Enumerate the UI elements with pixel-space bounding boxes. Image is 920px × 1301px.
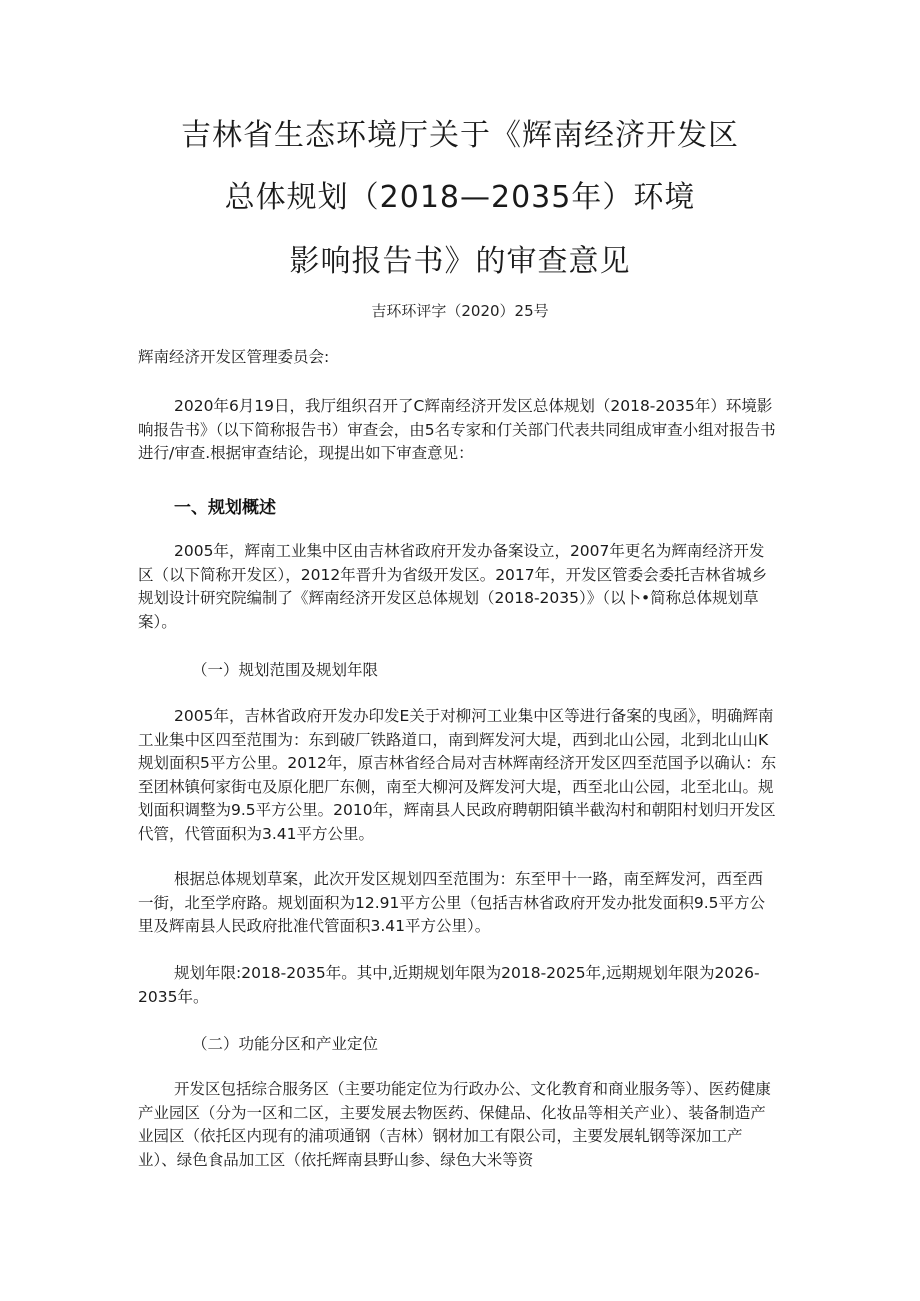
subsection-1-heading: （一）规划范围及规划年限 <box>192 661 379 679</box>
subsection-1-paragraph-1: 2005年，吉林省政府开发办印发E关于对柳河工业集中区等进行备案的曳函》，明确辉南工业集中区四至范围为：东到破厂铁路道口，南到辉发河大堤，西到北山公园，北到北山山K规划面积5平方公里。2012年，原吉林省经合局对吉林辉南经济开发区四至范国予以确认：东至团林镇何家街屯及原化肥厂东侧，南至大柳河及辉发河大堤，西至北山公园，北至北山。规划面积调整为9.5平方公里。2010年，辉南县人民政府聘朝阳镇半截沟村和朝阳村划归开发区代管，代管面积为3.41平方公里。 <box>138 707 777 843</box>
section-1-heading: 一、规划概述 <box>174 498 276 518</box>
intro-paragraph: 2020年6月19日，我厅组织召开了C辉南经济开发区总体规划（2018-2035年）环境影响报告书》（以下简称报告书）审查会，由5名专家和仃关部门代表共同组成审查小组对报告书进行/审查.根据审查结论，现提出如下审查意见： <box>138 397 776 462</box>
document-title-line-2: 总体规划（2018—2035年）环境 <box>224 180 696 215</box>
subsection-2-heading: （二）功能分区和产业定位 <box>192 1035 379 1053</box>
document-number: 吉环环评字（2020）25号 <box>371 302 549 320</box>
subsection-2-paragraph-1: 开发区包括综合服务区（主要功能定位为行政办公、文化教育和商业服务等）、医药健康产业园区（分为一区和二区，主要发展去物医药、保健品、化妆品等相关产业）、装备制造产业园区（依托区内现有的浦项通钢（吉林）钢材加工有限公司，主要发展轧钢等深加工产业）、绿色食品加工区（依托辉南县野山参、绿色大米等资 <box>138 1080 771 1169</box>
document-title-line-1: 吉林省生态环境厅关于《辉南经济开发区 <box>181 118 739 153</box>
subsection-1-paragraph-3: 规划年限:2018-2035年。其中,近期规划年限为2018-2025年,远期规划年限为2026-2035年。 <box>138 964 760 1006</box>
section-1-paragraph: 2005年，辉南工业集中区由吉林省政府开发办备案设立，2007年更名为辉南经济开发区（以下简称开发区），2012年晋升为省级开发区。2017年，开发区管委会委托吉林省城乡规划设计研究院编制了《辉南经济开发区总体规划（2018-2035）》（以卜•简称总体规划草案）。 <box>138 542 768 631</box>
subsection-1-paragraph-2: 根据总体规划草案，此次开发区规划四至范围为：东至甲十一路，南至辉发河，西至西一街，北至学府路。规划面积为12.91平方公里（包括吉林省政府开发办批发面积9.5平方公里及辉南县人民政府批准代管面积3.41平方公里）。 <box>138 870 766 935</box>
document-title-line-3: 影响报告书》的审查意见 <box>289 244 631 279</box>
addressee: 辉南经济开发区管理委员会: <box>138 348 330 366</box>
